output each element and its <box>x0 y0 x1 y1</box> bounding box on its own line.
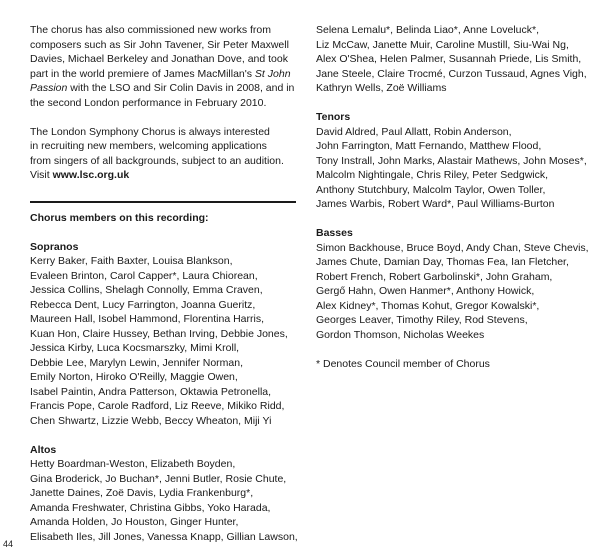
soprano-names-line: Jessica Collins, Shelagh Connolly, Emma Craven, <box>30 284 263 296</box>
soprano-names-line: Chen Shwartz, Lizzie Webb, Beccy Wheaton, Miji Yi <box>30 414 272 427</box>
soprano-names-line: Evaleen Brinton, Carol Capper*, Laura Chiorean, <box>30 269 258 282</box>
alto-names-line: Selena Lemalu*, Belinda Liao*, Anne Loveluck*, <box>316 24 539 36</box>
recruit-line: from singers of all backgrounds, subject to an audition. <box>30 154 284 167</box>
basses-list <box>316 241 589 343</box>
bass-names-line: Simon Backhouse, Bruce Boyd, Andy Chan, Steve Chevis, <box>316 241 589 254</box>
altos-list <box>30 457 300 544</box>
footnote: * Denotes Council member of Chorus <box>316 357 490 370</box>
visit-prefix: Visit <box>30 169 53 181</box>
alto-names-line: Janette Daines, Zoë Davis, Lydia Frankenburg*, <box>30 487 254 499</box>
soprano-names-line: Kuan Hon, Claire Hussey, Bethan Irving, Debbie Jones, <box>30 327 288 340</box>
tenor-names-line: Anthony Stutchbury, Malcolm Taylor, Owen Toller, <box>316 183 546 196</box>
intro-line <box>30 67 300 82</box>
visit-line <box>30 168 300 183</box>
intro-text: Davies, Michael Berkeley and Jonathan Dove, and took <box>30 53 288 65</box>
intro-line <box>30 81 300 96</box>
website-link[interactable]: www.lsc.org.uk <box>52 169 130 181</box>
alto-names-line: Amanda Holden, Jo Houston, Ginger Hunter, <box>30 516 239 528</box>
bass-names-line: Alex Kidney*, Thomas Kohut, Gregor Kowalski*, <box>316 299 540 312</box>
italic-title: St John <box>254 67 291 80</box>
alto-names-line: Alex O'Shea, Helen Palmer, Susannah Priede, Lis Smith, <box>316 53 582 65</box>
recruit-line: The London Symphony Chorus is always interested <box>30 125 270 138</box>
intro-line <box>30 23 300 38</box>
recruit-paragraph <box>30 125 300 183</box>
altos-continued-list <box>316 23 586 96</box>
soprano-names-line: Emily Norton, Hiroko O'Reilly, Maggie Owen, <box>30 371 238 383</box>
intro-text: with the LSO and Sir Colin Davis in 2008, and in <box>67 82 295 94</box>
bass-names-line: James Chute, Damian Day, Thomas Fea, Ian Fletcher, <box>316 256 569 268</box>
intro-line <box>30 96 300 111</box>
members-heading: Chorus members on this recording: <box>30 211 209 224</box>
altos-heading: Altos <box>30 443 57 456</box>
bass-names-line: Robert French, Robert Garbolinski*, John Graham, <box>316 270 553 283</box>
intro-text: part in the world premiere of James MacMillan's <box>30 67 255 80</box>
soprano-names-line: Maureen Hall, Isobel Hammond, Florentina Harris, <box>30 313 265 325</box>
tenor-names-line: Malcolm Nightingale, Chris Riley, Peter Sedgwick, <box>316 169 549 181</box>
alto-names-line: Jane Steele, Claire Trocmé, Curzon Tussaud, Agnes Vigh, <box>316 67 587 80</box>
recruit-line: in recruiting new members, welcoming applications <box>30 140 267 152</box>
soprano-names-line: Debbie Lee, Marylyn Lewin, Jennifer Norman, <box>30 356 244 369</box>
bass-names-line: Georges Leaver, Timothy Riley, Rod Stevens, <box>316 314 528 326</box>
intro-text: the second London performance in February 2010. <box>30 96 267 109</box>
basses-heading: Basses <box>316 227 353 239</box>
right-column <box>316 23 589 371</box>
sopranos-heading: Sopranos <box>30 240 79 253</box>
alto-names-line: Liz McCaw, Janette Muir, Caroline Mustill, Siu-Wai Ng, <box>316 38 569 51</box>
tenor-names-line: James Warbis, Robert Ward*, Paul Williams-Burton <box>316 198 555 210</box>
tenors-heading: Tenors <box>316 111 351 123</box>
tenor-names-line: David Aldred, Paul Allatt, Robin Anderson, <box>316 125 512 138</box>
alto-names-line: Amanda Freshwater, Christina Gibbs, Yoko Harada, <box>30 501 271 514</box>
alto-names-line: Elisabeth Iles, Jill Jones, Vanessa Knapp, Gillian Lawson, <box>30 530 298 543</box>
page-number: 44 <box>3 539 14 549</box>
soprano-names-line: Isabel Paintin, Andra Patterson, Oktawia Petronella, <box>30 385 272 398</box>
intro-text: composers such as Sir John Tavener, Sir Peter Maxwell <box>30 38 289 51</box>
tenor-names-line: John Farrington, Matt Fernando, Matthew Flood, <box>316 140 542 152</box>
intro-paragraph <box>30 23 300 110</box>
bass-names-line: Gergő Hahn, Owen Hanmer*, Anthony Howick, <box>316 285 535 297</box>
bass-names-line: Gordon Thomson, Nicholas Weekes <box>316 328 485 341</box>
alto-names-line: Gina Broderick, Jo Buchan*, Jenni Butler, Rosie Chute, <box>30 472 287 485</box>
soprano-names-line: Jessica Kirby, Luca Kocsmarszky, Mimi Kroll, <box>30 342 240 354</box>
soprano-names-line: Rebecca Dent, Lucy Farrington, Joanna Gueritz, <box>30 298 256 311</box>
intro-line <box>30 52 300 67</box>
tenors-list <box>316 125 586 212</box>
alto-names-line: Kathryn Wells, Zoë Williams <box>316 82 447 94</box>
sopranos-list <box>30 254 300 428</box>
tenor-names-line: Tony Instrall, John Marks, Alastair Mathews, John Moses*, <box>316 154 587 167</box>
left-column <box>30 23 300 544</box>
italic-title: Passion <box>30 82 68 94</box>
section-divider <box>30 201 296 203</box>
alto-names-line: Hetty Boardman-Weston, Elizabeth Boyden, <box>30 458 236 470</box>
intro-text: The chorus has also commissioned new works from <box>30 24 272 36</box>
soprano-names-line: Kerry Baker, Faith Baxter, Louisa Blankson, <box>30 255 233 267</box>
soprano-names-line: Francis Pope, Carole Radford, Liz Reeve, Mikiko Ridd, <box>30 400 285 412</box>
intro-line <box>30 38 300 53</box>
